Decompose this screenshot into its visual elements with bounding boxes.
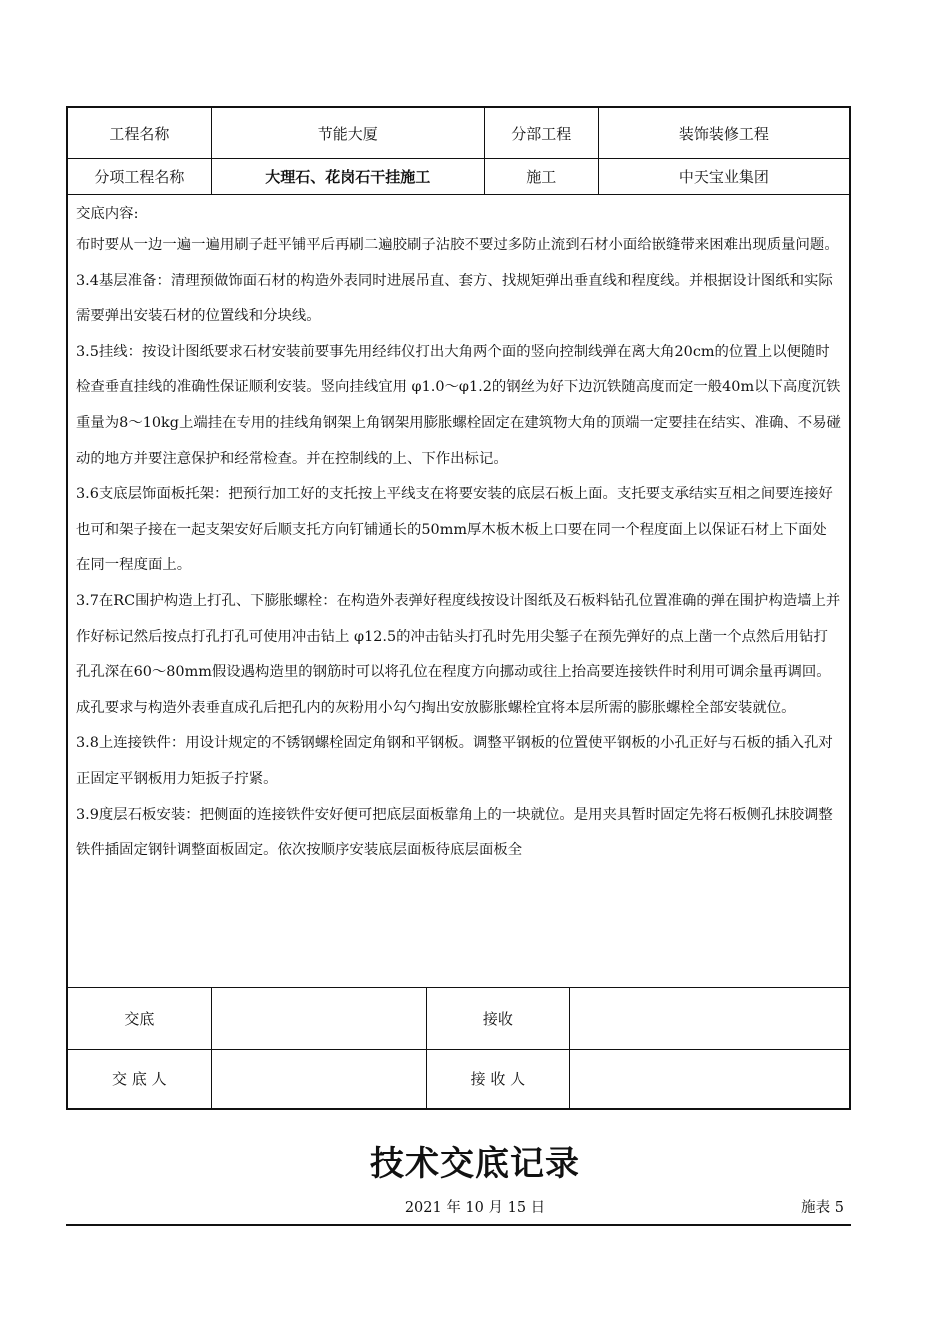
receive-person-label: 接 收 人 (427, 1048, 570, 1108)
content-label: 交底内容: (76, 206, 139, 222)
handover-person-label: 交 底 人 (68, 1048, 212, 1108)
content-paragraph: 3.9度层石板安装：把侧面的连接铁件安好便可把底层面板靠角上的一块就位。是用夹具暂时固定先将石板侧孔抹胶调整铁件插固定钢针调整面板固定。依次按顺序安装底层面板待底层面板全 (76, 806, 833, 859)
handover-person-field[interactable] (212, 1048, 427, 1108)
content-paragraph: 布时要从一边一遍一遍用刷子赶平铺平后再刷二遍胶刷子沾胶不要过多防止流到石材小面给嵌缝带来困难出现质量问题。 (76, 237, 839, 253)
content-paragraph: 3.6支底层饰面板托架：把预行加工好的支托按上平线支在将要安装的底层石板上面。支托要支承结实互相之间要连接好也可和架子接在一起支架安好后顺支托方向钉铺通长的50mm厚木板木板上口要在同一个程度面上以保证石材上下面处在同一程度面上。 (76, 486, 833, 574)
division-label: 分部工程 (485, 108, 599, 158)
form-number: 施表 5 (801, 1200, 844, 1216)
receive-field[interactable] (570, 988, 849, 1049)
document-title: 技术交底记录 (370, 1144, 580, 1184)
footer-row-persons (68, 1048, 849, 1108)
content-paragraph: 3.4基层准备：清理预做饰面石材的构造外表同时进展吊直、套方、找规矩弹出垂直线和程度线。并根据设计图纸和实际需要弹出安装石材的位置线和分块线。 (76, 272, 833, 325)
handover-field[interactable] (212, 988, 427, 1049)
receive-person-field[interactable] (570, 1048, 849, 1108)
subitem-value: 大理石、花岗石干挂施工 (212, 158, 485, 194)
content-paragraph: 3.8上连接铁件：用设计规定的不锈钢螺栓固定角钢和平钢板。调整平钢板的位置使平钢板的小孔正好与石板的插入孔对正固定平钢板用力矩扳子拧紧。 (76, 735, 833, 787)
content-paragraph: 3.5挂线：按设计图纸要求石材安装前要事先用经纬仪打出大角两个面的竖向控制线弹在离大角20cm的位置上以便随时检查垂直挂线的准确性保证顺利安装。竖向挂线宜用 φ1.0～φ1.2的钢丝为好下边沉铁随高度而定一般40m以下高度沉铁重量为8～10kg上端挂在专用的挂线角钢架上角钢架用膨胀螺栓固定在建筑物大角的顶端一定要挂在结实、准确、不易碰动的地方并要注意保护和经常检查。并在控制线的上、下作出标记。 (76, 343, 841, 467)
header-row-subitem (68, 158, 849, 195)
header-row-project (68, 108, 849, 159)
receive-label: 接收 (427, 988, 570, 1049)
document-date: 2021 年 10 月 15 日 (404, 1200, 546, 1216)
division-value: 装饰装修工程 (678, 124, 769, 143)
project-name-value: 节能大厦 (212, 108, 485, 158)
footer-row-handover (68, 987, 849, 1050)
contractor-label: 施工 (485, 158, 599, 194)
divider (66, 1224, 851, 1226)
contractor-value: 中天宝业集团 (678, 167, 769, 186)
subitem-label: 分项工程名称 (68, 158, 212, 194)
disclosure-content (76, 202, 841, 986)
handover-label: 交底 (68, 988, 212, 1049)
project-name-label: 工程名称 (68, 108, 212, 158)
content-paragraph: 3.7在RC围护构造上打孔、下膨胀螺栓：在构造外表弹好程度线按设计图纸及石板料钻孔位置准确的弹在围护构造墙上并作好标记然后按点打孔打孔可使用冲击钻上 φ12.5的冲击钻头打孔时先用尖錾子在预先弹好的点上凿一个点然后用钻打孔孔深在60～80mm假设遇构造里的钢筋时可以将孔位在程度方向挪动或往上抬高要连接铁件时利用可调余量再调回。成孔要求与构造外表垂直成孔后把孔内的灰粉用小勾勺掏出安放膨胀螺栓宜将本层所需的膨胀螺栓全部安装就位。 (76, 592, 841, 716)
disclosure-form (66, 106, 851, 1110)
